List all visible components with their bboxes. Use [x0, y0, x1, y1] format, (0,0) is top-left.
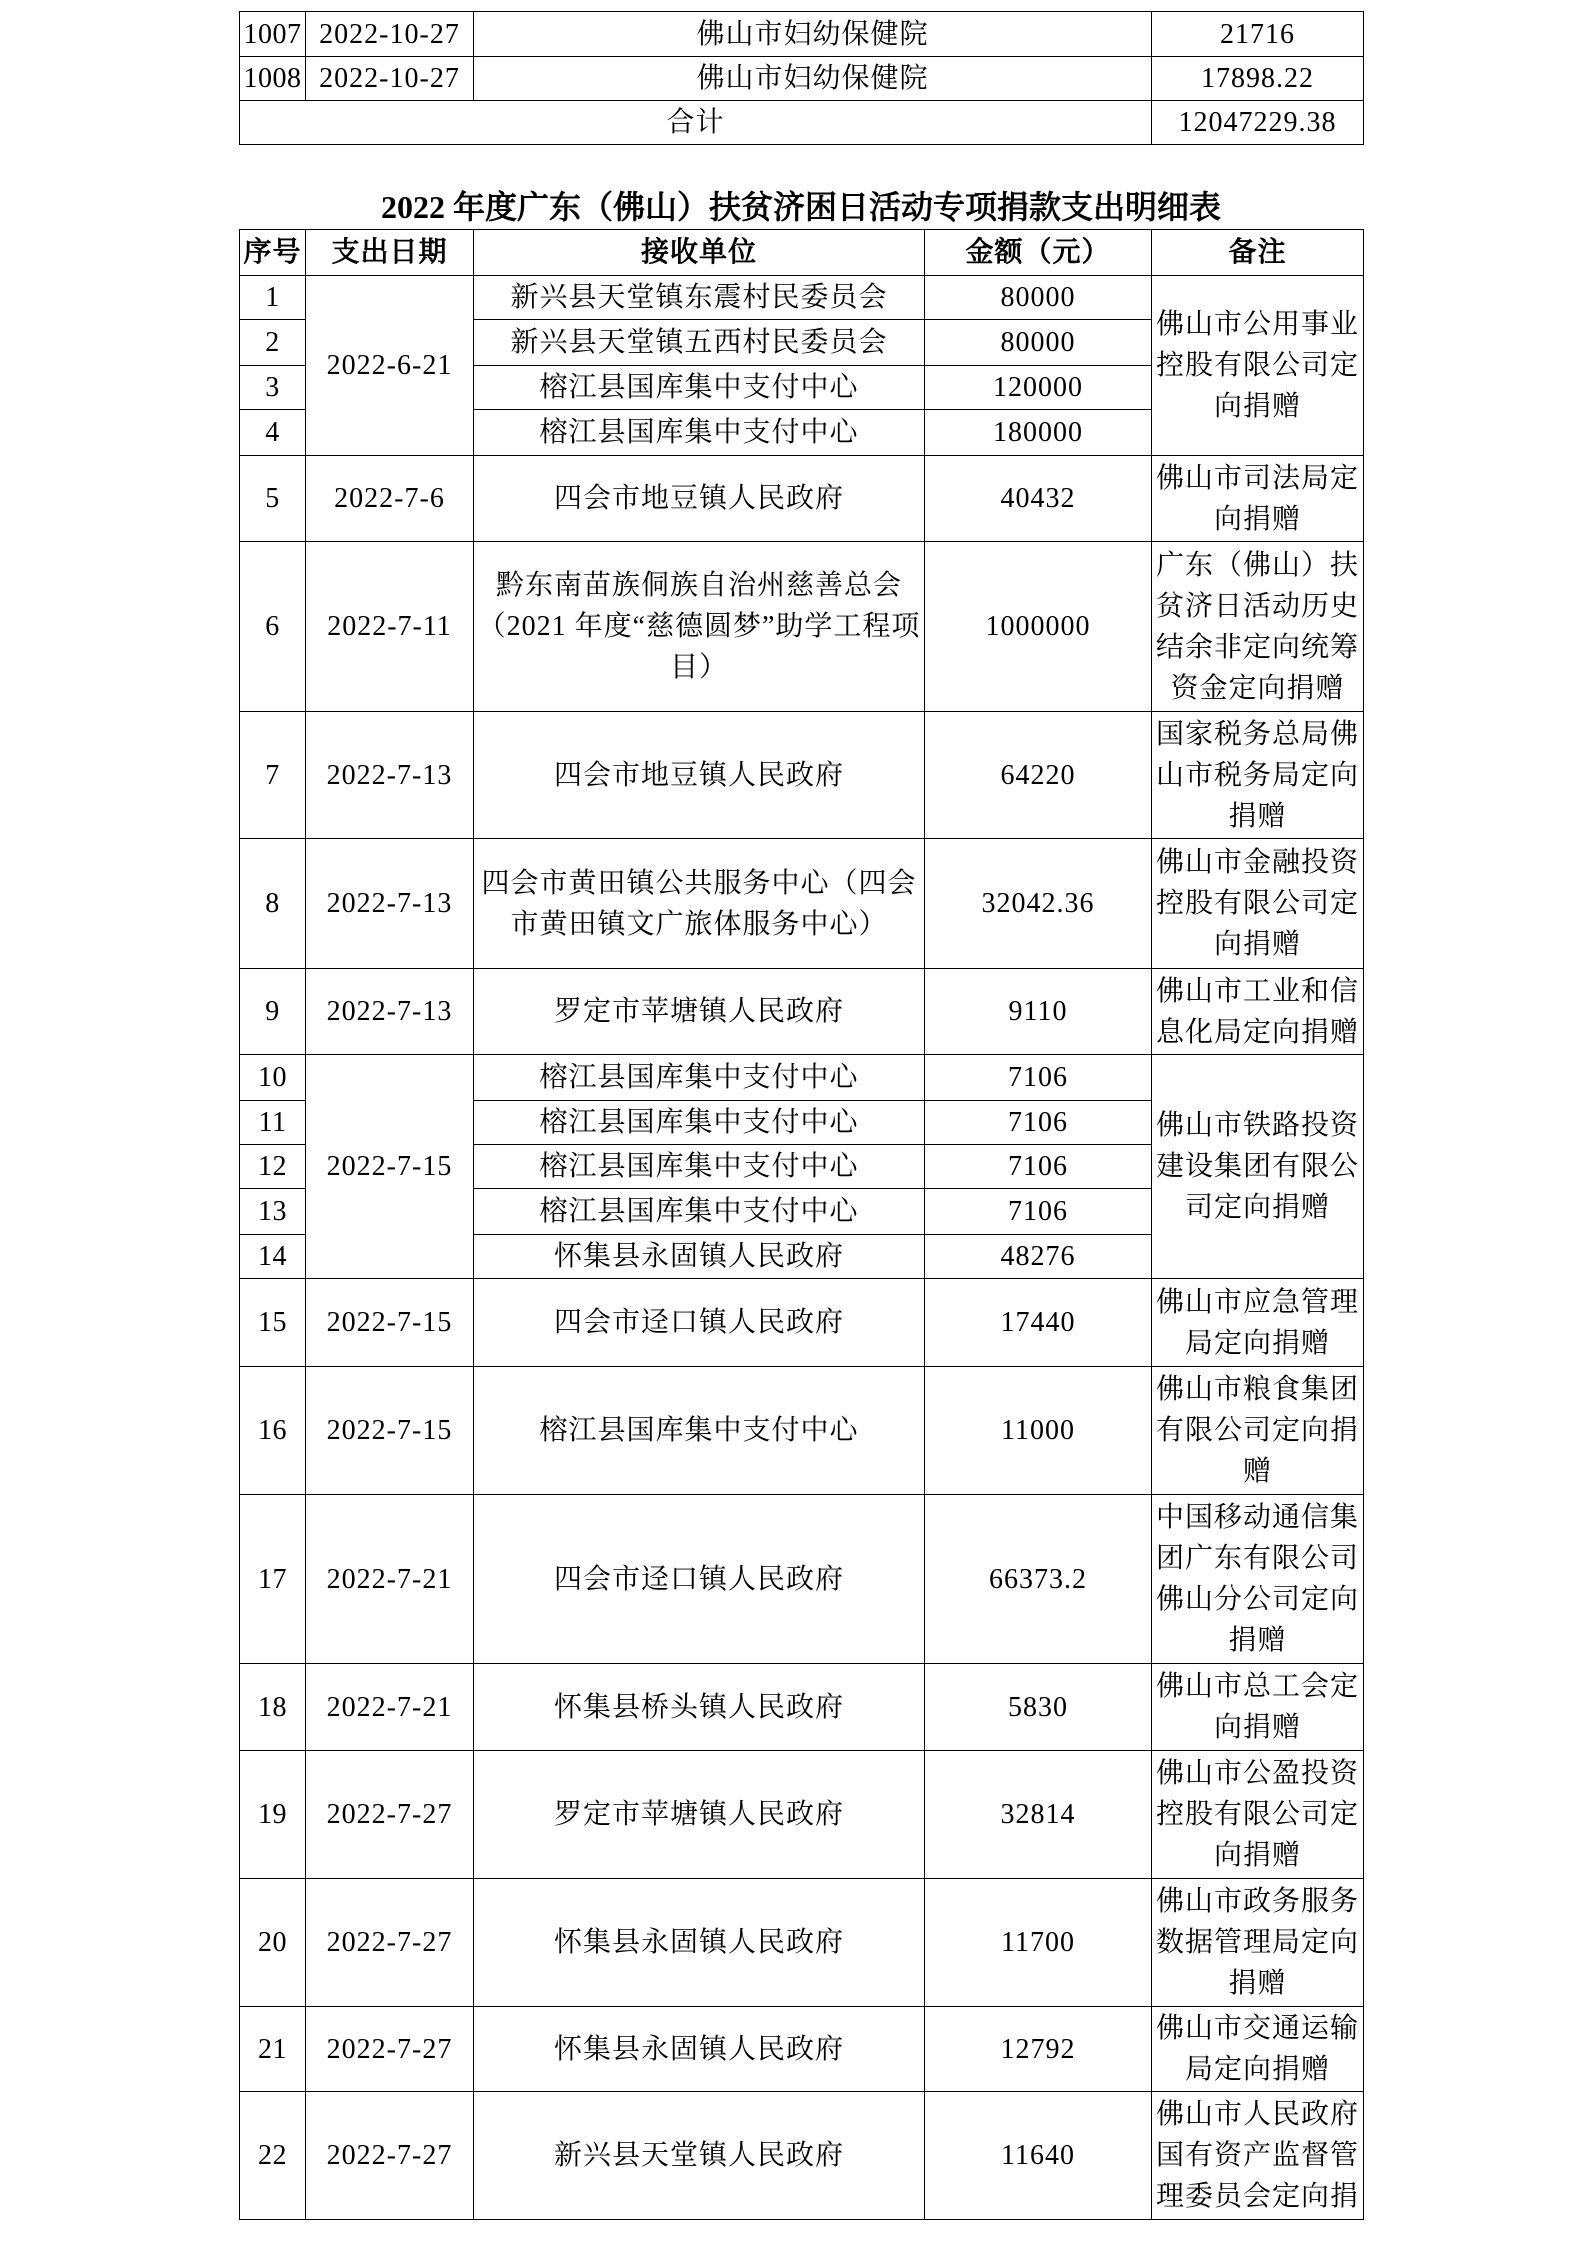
serial-number-cell: 21 — [240, 2007, 306, 2092]
remark-cell: 佛山市司法局定向捐赠 — [1152, 456, 1364, 542]
recipient-unit-cell: 怀集县永固镇人民政府 — [474, 1879, 925, 2007]
recipient-unit-cell: 四会市迳口镇人民政府 — [474, 1495, 925, 1664]
amount-cell: 11700 — [925, 1879, 1152, 2007]
remark-cell: 佛山市政务服务数据管理局定向捐赠 — [1152, 1879, 1364, 2007]
serial-number-cell: 11 — [240, 1101, 306, 1145]
total-row — [240, 101, 1364, 145]
amount-cell: 64220 — [925, 712, 1152, 839]
serial-number-cell: 19 — [240, 1751, 306, 1879]
recipient-unit-cell: 佛山市妇幼保健院 — [474, 57, 1152, 101]
recipient-unit-cell: 四会市迳口镇人民政府 — [474, 1279, 925, 1367]
amount-cell: 12792 — [925, 2007, 1152, 2092]
table-row — [240, 2092, 1364, 2220]
remark-cell: 佛山市粮食集团有限公司定向捐赠 — [1152, 1367, 1364, 1495]
header-recipient-unit: 接收单位 — [474, 230, 925, 276]
recipient-unit-cell: 怀集县永固镇人民政府 — [474, 2007, 925, 2092]
serial-number-cell: 9 — [240, 969, 306, 1055]
remark-cell: 佛山市总工会定向捐赠 — [1152, 1664, 1364, 1751]
table-row — [240, 12, 1364, 57]
remark-cell: 广东（佛山）扶贫济日活动历史结余非定向统筹资金定向捐赠 — [1152, 542, 1364, 712]
amount-cell: 66373.2 — [925, 1495, 1152, 1664]
table-row — [240, 1751, 1364, 1879]
amount-cell: 32814 — [925, 1751, 1152, 1879]
remark-cell: 佛山市人民政府国有资产监督管理委员会定向捐 — [1152, 2092, 1364, 2220]
remark-cell: 佛山市公用事业控股有限公司定向捐赠 — [1152, 276, 1364, 456]
recipient-unit-cell: 榕江县国库集中支付中心 — [474, 1367, 925, 1495]
recipient-unit-cell: 罗定市苹塘镇人民政府 — [474, 969, 925, 1055]
table-row — [240, 1879, 1364, 2007]
expense-date-cell: 2022-7-27 — [306, 2007, 474, 2092]
recipient-unit-cell: 榕江县国库集中支付中心 — [474, 366, 925, 410]
header-amount: 金额（元） — [925, 230, 1152, 276]
table-row — [240, 2007, 1364, 2092]
expense-date-cell: 2022-7-27 — [306, 1751, 474, 1879]
serial-number-cell: 1007 — [240, 12, 306, 57]
serial-number-cell: 10 — [240, 1055, 306, 1101]
recipient-unit-cell: 怀集县永固镇人民政府 — [474, 1235, 925, 1279]
remark-cell: 佛山市交通运输局定向捐赠 — [1152, 2007, 1364, 2092]
expense-date-cell: 2022-7-6 — [306, 456, 474, 542]
amount-cell: 9110 — [925, 969, 1152, 1055]
remark-cell: 国家税务总局佛山市税务局定向捐赠 — [1152, 712, 1364, 839]
total-label-cell: 合计 — [240, 101, 1152, 145]
header-remark: 备注 — [1152, 230, 1364, 276]
serial-number-cell: 22 — [240, 2092, 306, 2220]
serial-number-cell: 1 — [240, 276, 306, 320]
amount-cell: 180000 — [925, 410, 1152, 456]
amount-cell: 48276 — [925, 1235, 1152, 1279]
serial-number-cell: 4 — [240, 410, 306, 456]
recipient-unit-cell: 怀集县桥头镇人民政府 — [474, 1664, 925, 1751]
expense-date-cell: 2022-10-27 — [306, 12, 474, 57]
recipient-unit-cell: 榕江县国库集中支付中心 — [474, 1101, 925, 1145]
expense-date-cell: 2022-7-13 — [306, 712, 474, 839]
amount-cell: 5830 — [925, 1664, 1152, 1751]
expense-date-cell: 2022-10-27 — [306, 57, 474, 101]
remark-cell: 中国移动通信集团广东有限公司佛山分公司定向捐赠 — [1152, 1495, 1364, 1664]
amount-cell: 21716 — [1152, 12, 1364, 57]
table-row — [240, 1367, 1364, 1495]
table-row — [240, 456, 1364, 542]
serial-number-cell: 8 — [240, 839, 306, 969]
expense-date-cell: 2022-7-27 — [306, 1879, 474, 2007]
table-row — [240, 839, 1364, 969]
table-row — [240, 1664, 1364, 1751]
recipient-unit-cell: 四会市黄田镇公共服务中心（四会市黄田镇文广旅体服务中心） — [474, 839, 925, 969]
serial-number-cell: 18 — [240, 1664, 306, 1751]
expense-date-cell: 2022-7-21 — [306, 1495, 474, 1664]
table-row — [240, 1279, 1364, 1367]
serial-number-cell: 1008 — [240, 57, 306, 101]
serial-number-cell: 13 — [240, 1189, 306, 1235]
remark-cell: 佛山市铁路投资建设集团有限公司定向捐赠 — [1152, 1055, 1364, 1279]
recipient-unit-cell: 榕江县国库集中支付中心 — [474, 1189, 925, 1235]
serial-number-cell: 3 — [240, 366, 306, 410]
serial-number-cell: 6 — [240, 542, 306, 712]
serial-number-cell: 20 — [240, 1879, 306, 2007]
table-row — [240, 276, 1364, 320]
recipient-unit-cell: 四会市地豆镇人民政府 — [474, 456, 925, 542]
table-row — [240, 1495, 1364, 1664]
expense-date-cell: 2022-7-21 — [306, 1664, 474, 1751]
table-header-row — [240, 230, 1364, 276]
recipient-unit-cell: 新兴县天堂镇人民政府 — [474, 2092, 925, 2220]
document-title: 2022 年度广东（佛山）扶贫济困日活动专项捐款支出明细表 — [380, 189, 1221, 225]
recipient-unit-cell: 榕江县国库集中支付中心 — [474, 1145, 925, 1189]
amount-cell: 40432 — [925, 456, 1152, 542]
remark-cell: 佛山市公盈投资控股有限公司定向捐赠 — [1152, 1751, 1364, 1879]
expense-date-cell: 2022-7-11 — [306, 542, 474, 712]
serial-number-cell: 5 — [240, 456, 306, 542]
table-row — [240, 1055, 1364, 1101]
recipient-unit-cell: 新兴县天堂镇东震村民委员会 — [474, 276, 925, 320]
table-row — [240, 712, 1364, 839]
amount-cell: 32042.36 — [925, 839, 1152, 969]
recipient-unit-cell: 榕江县国库集中支付中心 — [474, 1055, 925, 1101]
amount-cell: 7106 — [925, 1189, 1152, 1235]
serial-number-cell: 15 — [240, 1279, 306, 1367]
serial-number-cell: 7 — [240, 712, 306, 839]
table-row — [240, 57, 1364, 101]
table-row — [240, 542, 1364, 712]
recipient-unit-cell: 黔东南苗族侗族自治州慈善总会（2021 年度“慈德圆梦”助学工程项目） — [474, 542, 925, 712]
recipient-unit-cell: 新兴县天堂镇五西村民委员会 — [474, 320, 925, 366]
previous-page-table — [239, 11, 1364, 145]
serial-number-cell: 2 — [240, 320, 306, 366]
expense-date-cell: 2022-7-27 — [306, 2092, 474, 2220]
expense-date-cell: 2022-7-13 — [306, 969, 474, 1055]
serial-number-cell: 14 — [240, 1235, 306, 1279]
table-row — [240, 969, 1364, 1055]
remark-cell: 佛山市工业和信息化局定向捐赠 — [1152, 969, 1364, 1055]
expenditure-table — [239, 229, 1364, 2220]
recipient-unit-cell: 四会市地豆镇人民政府 — [474, 712, 925, 839]
amount-cell: 1000000 — [925, 542, 1152, 712]
total-amount-cell: 12047229.38 — [1152, 101, 1364, 145]
expense-date-cell: 2022-7-15 — [306, 1279, 474, 1367]
amount-cell: 17898.22 — [1152, 57, 1364, 101]
amount-cell: 80000 — [925, 276, 1152, 320]
amount-cell: 120000 — [925, 366, 1152, 410]
header-serial-number: 序号 — [240, 230, 306, 276]
amount-cell: 7106 — [925, 1145, 1152, 1189]
recipient-unit-cell: 佛山市妇幼保健院 — [474, 12, 1152, 57]
remark-cell: 佛山市应急管理局定向捐赠 — [1152, 1279, 1364, 1367]
recipient-unit-cell: 榕江县国库集中支付中心 — [474, 410, 925, 456]
amount-cell: 7106 — [925, 1055, 1152, 1101]
remark-cell: 佛山市金融投资控股有限公司定向捐赠 — [1152, 839, 1364, 969]
amount-cell: 11640 — [925, 2092, 1152, 2220]
recipient-unit-cell: 罗定市苹塘镇人民政府 — [474, 1751, 925, 1879]
expense-date-cell: 2022-6-21 — [306, 276, 474, 456]
header-expense-date: 支出日期 — [306, 230, 474, 276]
amount-cell: 17440 — [925, 1279, 1152, 1367]
serial-number-cell: 16 — [240, 1367, 306, 1495]
expense-date-cell: 2022-7-13 — [306, 839, 474, 969]
amount-cell: 11000 — [925, 1367, 1152, 1495]
amount-cell: 7106 — [925, 1101, 1152, 1145]
serial-number-cell: 12 — [240, 1145, 306, 1189]
expense-date-cell: 2022-7-15 — [306, 1055, 474, 1279]
amount-cell: 80000 — [925, 320, 1152, 366]
expense-date-cell: 2022-7-15 — [306, 1367, 474, 1495]
serial-number-cell: 17 — [240, 1495, 306, 1664]
